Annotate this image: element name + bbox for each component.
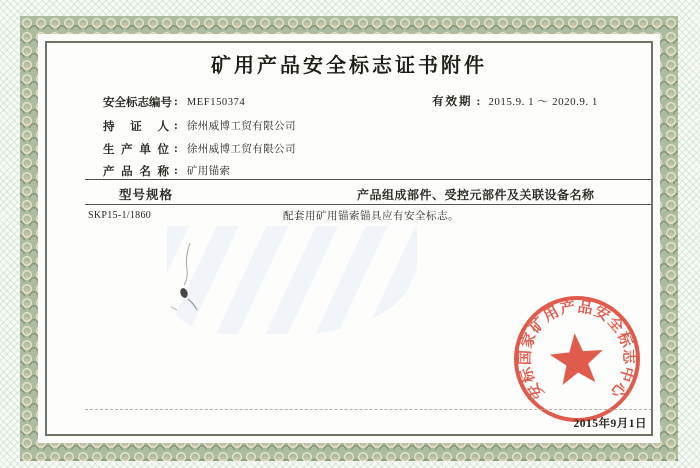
seal-star <box>548 331 605 386</box>
field-product-name <box>103 161 230 179</box>
guilloche-border <box>20 16 678 461</box>
colon: : <box>476 96 481 108</box>
scan-watermark-ghost <box>167 226 417 334</box>
table-header-rule <box>85 204 653 205</box>
dotted-separator <box>85 409 653 410</box>
field-label: 安全标志编号 <box>103 97 172 109</box>
certificate-content <box>45 41 653 436</box>
table-top-rule <box>85 179 653 180</box>
field-validity-period <box>432 92 598 110</box>
field-label: 产品名称 <box>103 166 169 178</box>
certificate-title: 矿用产品安全标志证书附件 <box>211 55 487 77</box>
official-seal <box>509 291 645 427</box>
colon: : <box>174 96 178 108</box>
field-value: 矿用锚索 <box>186 166 231 177</box>
field-value: 徐州威博工贸有限公司 <box>186 121 296 132</box>
issue-date: 2015年9月1日 <box>573 418 647 430</box>
seal-text: 安标国家矿用产品安全标志中心 <box>517 299 637 401</box>
field-safety-mark-number <box>103 92 245 110</box>
field-value: MEF150374 <box>186 97 246 108</box>
field-label: 生产单位 <box>103 144 169 156</box>
colon: : <box>174 143 178 155</box>
field-label: 有效期 <box>432 96 473 108</box>
field-production-unit <box>103 139 296 157</box>
field-value: 2015.9. 1 ～ 2020.9. 1 <box>488 96 598 108</box>
colon: : <box>174 120 178 132</box>
field-label: 持证人 <box>103 121 169 133</box>
colon: : <box>174 165 178 177</box>
table-header-components: 产品组成部件、受控元部件及关联设备名称 <box>357 188 595 202</box>
field-certificate-holder <box>103 116 296 134</box>
table-header-model-spec: 型号规格 <box>119 188 174 202</box>
table-row-note: 配套用矿用锚索锚具应有安全标志。 <box>283 211 459 222</box>
table-row-model: SKP15-1/1860 <box>88 210 152 221</box>
field-value: 徐州威博工贸有限公司 <box>186 144 296 155</box>
ink-scribble <box>133 241 203 341</box>
